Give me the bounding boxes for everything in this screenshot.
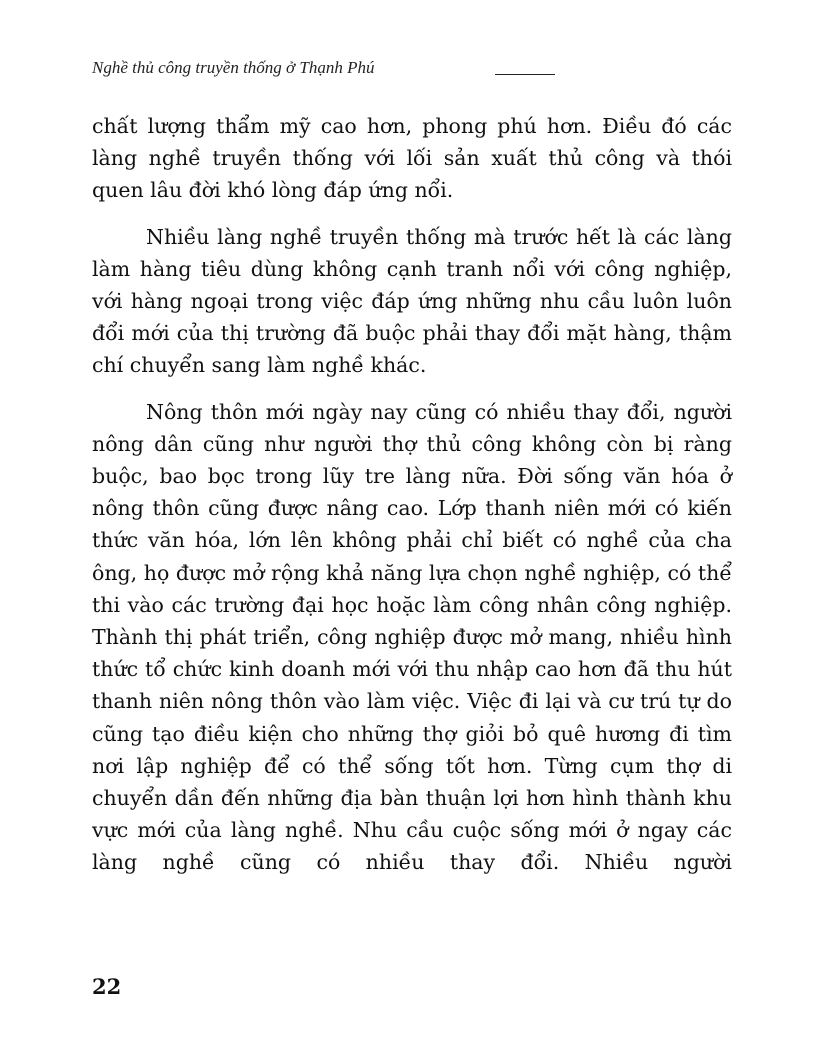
- paragraph-new-countryside: Nông thôn mới ngày nay cũng có nhiều thay đổi, người nông dân cũng như người thợ thủ công không còn bị ràng buộc, bao bọc trong lũy tre làng nữa. Đời sống văn hóa ở nông thôn cũng được nâng cao. Lớp thanh niên mới có kiến thức văn hóa, lớn lên không phải chỉ biết có nghề của cha ông, họ được mở rộng khả năng lựa chọn nghề nghiệp, có thể thi vào các trường đại học hoặc làm công nhân công nghiệp. Thành thị phát triển, công nghiệp được mở mang, nhiều hình thức tổ chức kinh doanh mới với thu nhập cao hơn đã thu hút thanh niên nông thôn vào làm việc. Việc đi lại và cư trú tự do cũng tạo điều kiện cho những thợ giỏi bỏ quê hương đi tìm nơi lập nghiệp để có thể sống tốt hơn. Từng cụm thợ di chuyển dần đến những địa bàn thuận lợi hơn hình thành khu vực mới của làng nghề. Nhu cầu cuộc sống mới ở ngay các làng nghề cũng có nhiều thay đổi. Nhiều người: [92, 399, 732, 875]
- running-header-title: Nghề thủ công truyền thống ở Thạnh Phú: [92, 58, 375, 77]
- page-number: 22: [92, 974, 122, 999]
- paragraph-continuation: chất lượng thẩm mỹ cao hơn, phong phú hơn. Điều đó các làng nghề truyền thống với lối sản xuất thủ công và thói quen lâu đời khó lòng đáp ứng nổi.: [92, 114, 732, 203]
- paragraph-traditional-villages: Nhiều làng nghề truyền thống mà trước hết là các làng làm hàng tiêu dùng không cạnh tranh nổi với công nghiệp, với hàng ngoại trong việc đáp ứng những nhu cầu luôn luôn đổi mới của thị trường đã buộc phải thay đổi mặt hàng, thậm chí chuyển sang làm nghề khác.: [92, 224, 732, 378]
- page-body: [92, 110, 732, 893]
- header-rule: [495, 74, 555, 75]
- running-header: [92, 58, 374, 78]
